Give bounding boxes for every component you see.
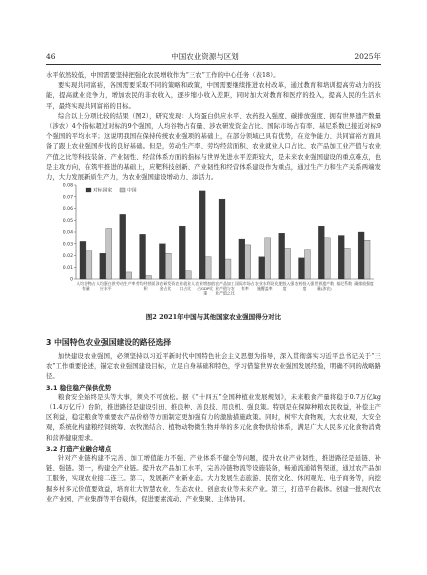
x-category-label: 国际市场占有率 [235,281,255,291]
bar-chart [52,179,382,309]
bar-china [265,238,271,279]
y-tick-label: 0.08 [62,183,73,189]
x-category-label: 农药投入强度 [294,281,315,291]
bar-benchmark [219,199,225,279]
body-text-bottom [46,352,381,505]
legend-swatch [86,188,91,192]
x-category-label: 化肥投入强度 [274,281,295,291]
issue-year: 2025年 [354,51,381,61]
paragraph: 粮食安全始终是头等大事，须央不可放松。据《“十四五”全国种植业发展规划》，未来粮食产量将稳于0.7万亿kg（1.4万亿斤）台阶，推进路径是建设引田、推良种、善良技、用良机、强良策。特别是在保障种粮农民收益，补偿主产区利益，稳定粮食等重要农产品价格等方面制定更加强有力的激励措施政策。同时，树牢大食物观，大农业观，大安全观，系统化构建粮经饲统筹、农牧渔结合、植物动物微生物并举的多元化食物供给体系，满足广大人民多元化食物消费和营养健康需求。 [46,393,381,442]
journal-name: 中国农业资源与区划 [171,51,239,61]
legend-swatch [120,188,125,192]
paragraph: 综合以上分项比较的结果（图2），研究发现：人均蛋白供应水平、农药投入强度、碳排放强度、拥有世界遗产数量（涉农）4个指标超过对标的9个强国，人均谷物占有量、涉农研发资金占比、国际市场占有率、基尼系数已接近对标9个强国的平均水平；这说明我国在保持传统农业强项的基础上，在部分领域已具有优势，在竞争能力、共同富裕方面具备了跟上农业强国步伐的良好基础。但是，劳动生产率、劳均经营面积、农业就业人口占比、农产品加工业产值与农业产值之比等科技装备、产业韧性、经营体系方面的指标与世界先进水平差距较大，是未来农业强国建设的重点难点，也是主攻方向，在筑牢推进的基础上，应靶科技创新、产业韧性和经营体系建设作为重点，通过生产力和生产关系两端发力，大力发展新质生产力，为农业强国建设增动力、添活力。 [46,112,381,182]
bar-china [225,259,231,279]
bar-china [324,238,330,279]
bar-benchmark [338,236,344,279]
paragraph: 要实现共同富裕，各国需要采取不同的策略和政策，中国需要继续推进农村改革，通过教育和培训提高劳动力的技能，提高就业竞争力，增加农民的非农收入，逐步缩小收入差距，同时加大对教育和医疗的投入，提高人民的生活水平，最终实现共同富裕的目标。 [46,82,381,110]
y-tick-label: 0 [70,277,73,283]
subsection-title: 3.2 打造产业融合堵点 [46,444,112,453]
bar-benchmark [100,253,106,279]
figure-2-chart [52,179,382,309]
bar-benchmark [318,226,324,279]
x-category-label: 基尼系数 [336,281,352,286]
section-title: 3 中国特色农业强国建设的路径选择 [46,338,172,347]
x-category-label: 人均蛋白供应水平 [96,281,116,291]
y-tick-label: 0.07 [62,195,73,201]
bar-china [106,228,112,279]
bar-china [146,275,152,279]
paragraph: 水平依然较低，中国需要坚持把强化农民增收作为“三农”工作的中心任务（表18）。 [46,72,280,79]
bar-benchmark [279,233,285,279]
bar-china [344,248,350,279]
bar-benchmark [199,191,205,279]
legend-label: 中国 [127,188,137,194]
bar-china [285,248,291,279]
bar-china [165,253,171,279]
bar-benchmark [259,257,265,279]
y-tick-label: 0.04 [62,230,73,236]
bar-china [364,240,370,279]
x-category-label: 农业水利设施覆盖率 [255,281,275,291]
bar-benchmark [299,258,305,279]
body-text-top [46,71,381,183]
y-tick-label: 0.03 [62,242,73,248]
bar-benchmark [80,241,86,279]
header-rule [46,64,381,65]
y-tick-label: 0.02 [62,254,73,260]
y-tick-label: 0.06 [62,207,73,213]
x-category-label: 人均谷物占有量 [76,281,96,291]
bar-benchmark [120,214,126,279]
bar-china [304,250,310,279]
bar-china [86,251,92,279]
bar-benchmark [159,244,165,279]
figure-caption: 图2 2021年中国与其他国家农业强国得分对比 [145,313,282,321]
x-category-label: 碳排放强度 [354,281,374,286]
y-tick-label: 0.01 [62,265,73,271]
bar-benchmark [358,232,364,279]
x-category-label: 世界遗产数量(涉农) [314,281,335,291]
paragraph: 加快建设农业强国，必须坚持以习近平新时代中国特色社会主义思想为指导，深入贯彻落实习近平总书记关于“三农”工作重要论述，锚定农业强国建设目标，立足自身基础和特色，学习借鉴世界农业强国发展经验，明确不同的战略路径。 [46,353,381,381]
legend-label: 对标国家 [93,188,113,194]
bar-benchmark [239,239,245,279]
bar-china [205,257,211,279]
x-category-label: 农业就业人口占比 [175,281,195,291]
x-category-label: 农业增加值占GDP比重 [195,281,215,296]
page-number: 46 [46,51,56,61]
bar-benchmark [140,234,146,279]
y-tick-label: 0.05 [62,218,73,224]
x-category-label: 劳均经营面积 [135,281,156,291]
x-category-label: 农产品加工业产值与农业产值之比 [215,281,235,296]
x-category-label: 涉农研发资金占比 [155,281,176,291]
bar-benchmark [179,226,185,279]
bar-china [245,245,251,279]
bar-china [126,272,132,279]
bar-china [185,271,191,279]
paragraph: 针对产业链构建不完善、加工增值能力不强、产业体系不健全等问题，提升农业产业韧性，推进路径是延链、补链、强链。第一，构建全产业链。提升农产品加工水平，完善冷链物流等设施装备，畅通流通销售渠道，通过农产品加工服务，实现农业接二连三。第二，发展新产业新业态。大力发展生态旅游、民宿文化、休闲观光、电子商务等，向挖掘乡村多元价值要效益，培育壮大智慧农业、生态农业、创意农业等未来产业。第三，打造平台载体。创建一批现代农业产业园、产业集群等平台载体，促进要素流动、产业集聚、主体协同。 [46,455,381,503]
running-header [46,50,381,62]
x-category-label: 劳动生产率 [115,281,136,286]
subsection-title: 3.1 稳住稳产保供优势 [46,383,112,392]
